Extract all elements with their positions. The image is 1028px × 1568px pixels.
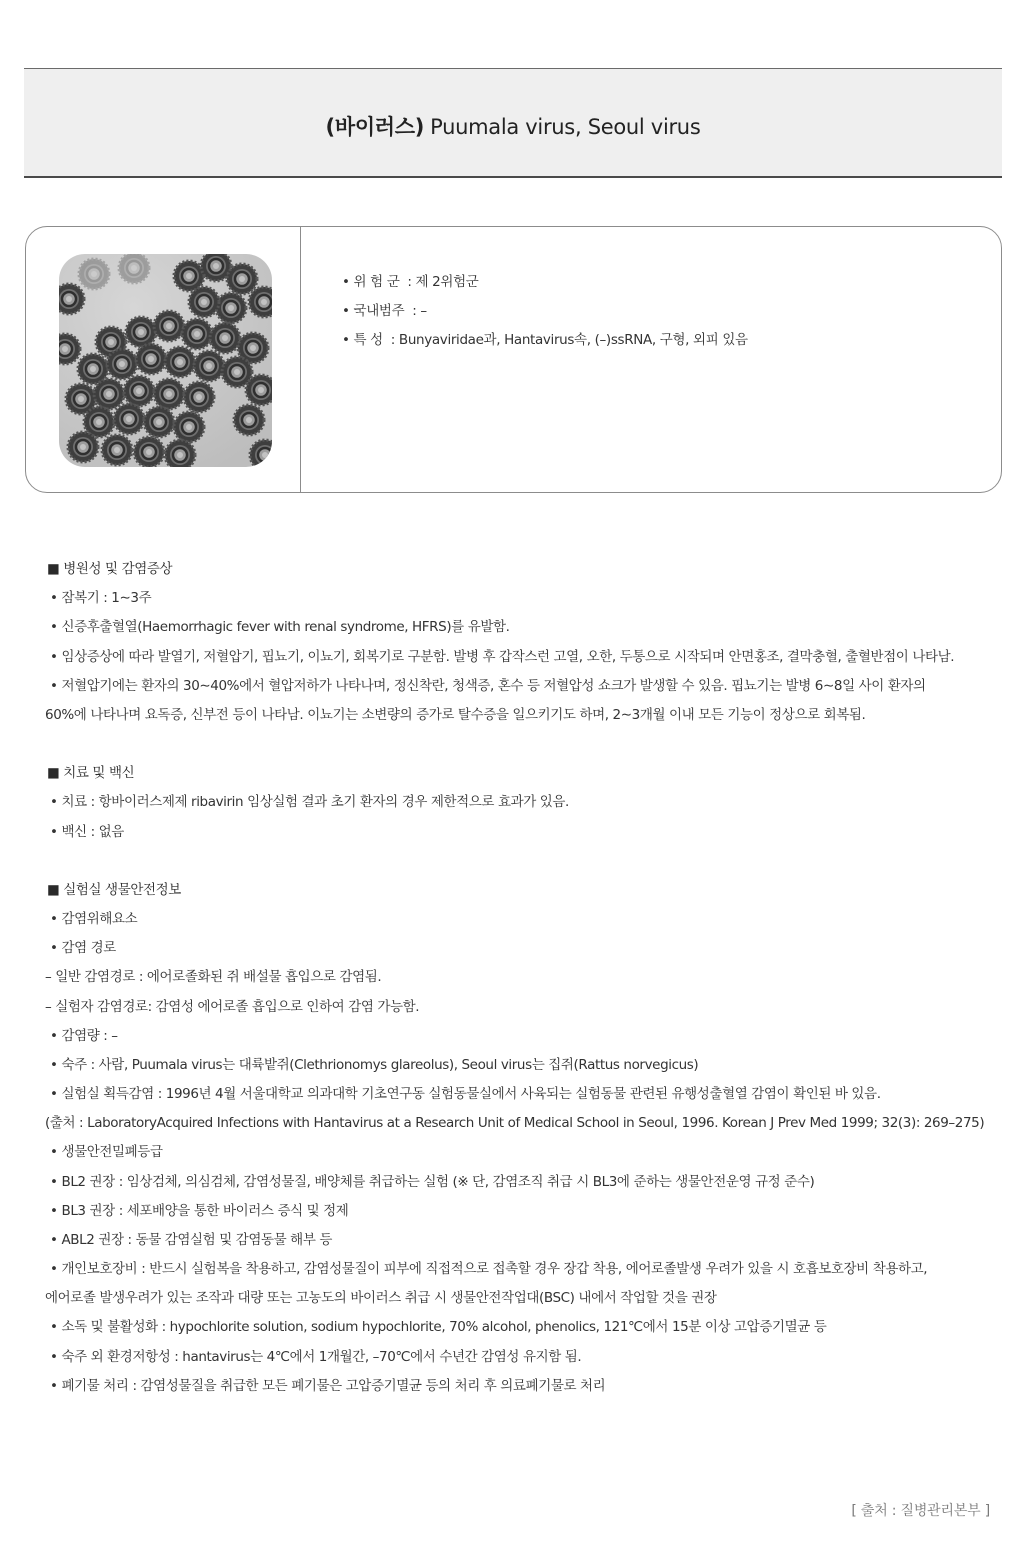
list-item-continuation: 60%에 나타나며 요독증, 신부전 등이 나타남. 이뇨기는 소변량의 증가로 탈수증을 일으키기도 하며, 2∼3개월 이내 모든 기능이 정상으로 회복됨. bbox=[45, 706, 866, 723]
list-item: • 잠복기 : 1∼3주 bbox=[50, 590, 152, 607]
title-main: Puumala virus, Seoul virus bbox=[430, 114, 701, 139]
summary-image-column bbox=[26, 227, 301, 492]
summary-risk-group bbox=[342, 268, 982, 297]
list-item: • 생물안전밀폐등급 bbox=[50, 1144, 163, 1161]
source-footer: [ 출처 : 질병관리본부 ] bbox=[851, 1503, 990, 1519]
list-item: • 치료 : 항바이러스제제 ribavirin 임상실험 결과 초기 환자의 경우 제한적으로 효과가 있음. bbox=[50, 794, 569, 811]
main-content bbox=[45, 555, 1010, 1401]
page-header bbox=[24, 68, 1002, 178]
summary-list bbox=[342, 268, 982, 355]
list-item: • 감염위해요소 bbox=[50, 911, 138, 928]
list-item: • 소독 및 불활성화 : hypochlorite solution, sodium hypochlorite, 70% alcohol, phenolics, 121℃에서 15분 이상 고압증기멸균 등 bbox=[50, 1319, 827, 1336]
list-item: • 백신 : 없음 bbox=[50, 823, 124, 840]
section-heading-biosafety: ■ 실험실 생물안전정보 bbox=[47, 881, 181, 898]
list-item: • 감염 경로 bbox=[50, 940, 116, 957]
list-item: • 감염량 : – bbox=[50, 1027, 118, 1044]
summary-label: • 특 성 : bbox=[342, 332, 395, 348]
list-item: • 개인보호장비 : 반드시 실험복을 착용하고, 감염성물질이 피부에 직접적으로 접촉할 경우 장갑 착용, 에어로졸발생 우려가 있을 시 호흡보호장비 착용하고, bbox=[50, 1261, 928, 1278]
summary-label: • 국내범주 : bbox=[342, 303, 417, 319]
summary-value: 제 2위험군 bbox=[415, 274, 479, 290]
list-item: • 숙주 외 환경저항성 : hantavirus는 4℃에서 1개월간, –70℃에서 수년간 감염성 유지함 됨. bbox=[50, 1348, 582, 1365]
summary-box bbox=[25, 226, 1002, 493]
spacer bbox=[45, 730, 1010, 759]
list-item: • ABL2 권장 : 동물 감염실험 및 감염동물 해부 등 bbox=[50, 1231, 332, 1248]
list-item: • 저혈압기에는 환자의 30∼40%에서 혈압저하가 나타나며, 정신착란, 청색증, 혼수 등 저혈압성 쇼크가 발생할 수 있음. 핍뇨기는 발병 6∼8일 사이 환자의 bbox=[50, 677, 926, 694]
list-item: • 실험실 획득감염 : 1996년 4월 서울대학교 의과대학 기초연구동 실험동물실에서 사육되는 실험동물 관련된 유행성출혈열 감염이 확인된 바 있음. bbox=[50, 1086, 881, 1103]
citation: (출처 : LaboratoryAcquired Infections with Hantavirus at a Research Unit of Medical School in Seoul, 1996. Korean J Prev Med 1999; 32(3): 269–275) bbox=[45, 1115, 985, 1132]
section-heading-treatment: ■ 치료 및 백신 bbox=[47, 765, 135, 782]
list-item: • 폐기물 처리 : 감염성물질을 취급한 모든 폐기물은 고압증기멸균 등의 처리 후 의료폐기물로 처리 bbox=[50, 1377, 606, 1394]
list-item-continuation: 에어로졸 발생우려가 있는 조작과 대량 또는 고농도의 바이러스 취급 시 생물안전작업대(BSC) 내에서 작업할 것을 권장 bbox=[45, 1290, 717, 1307]
virus-micrograph bbox=[59, 254, 272, 467]
sub-list-item: – 실험자 감염경로: 감염성 에어로졸 흡입으로 인하여 감염 가능함. bbox=[45, 998, 420, 1015]
list-item: • BL2 권장 : 임상검체, 의심검체, 감염성물질, 배양체를 취급하는 실험 (※ 단, 감염조직 취급 시 BL3에 준하는 생물안전운영 규정 준수) bbox=[50, 1173, 815, 1190]
spacer bbox=[45, 847, 1010, 876]
title-prefix: (바이러스) bbox=[325, 114, 425, 139]
sub-list-item: – 일반 감염경로 : 에어로졸화된 쥐 배설물 흡입으로 감염됨. bbox=[45, 969, 382, 986]
list-item: • 신증후출혈열(Haemorrhagic fever with renal syndrome, HFRS)를 유발함. bbox=[50, 619, 510, 636]
page-title bbox=[326, 111, 701, 141]
summary-label: • 위 험 군 : bbox=[342, 274, 412, 290]
summary-value: Bunyaviridae과, Hantavirus속, (–)ssRNA, 구형, 외피 있음 bbox=[398, 332, 748, 348]
list-item: • BL3 권장 : 세포배양을 통한 바이러스 증식 및 정제 bbox=[50, 1202, 349, 1219]
list-item: • 임상증상에 따라 발열기, 저혈압기, 핍뇨기, 이뇨기, 회복기로 구분함. 발병 후 갑작스런 고열, 오한, 두통으로 시작되며 안면홍조, 결막충혈, 출혈반점이 나타남. bbox=[50, 648, 955, 665]
summary-domestic-category bbox=[342, 297, 982, 326]
summary-characteristics bbox=[342, 326, 982, 355]
summary-value: – bbox=[420, 303, 427, 319]
list-item: • 숙주 : 사람, Puumala virus는 대륙밭쥐(Clethrionomys glareolus), Seoul virus는 집쥐(Rattus norvegicus) bbox=[50, 1056, 699, 1073]
section-heading-pathogenicity: ■ 병원성 및 감염증상 bbox=[47, 561, 173, 577]
